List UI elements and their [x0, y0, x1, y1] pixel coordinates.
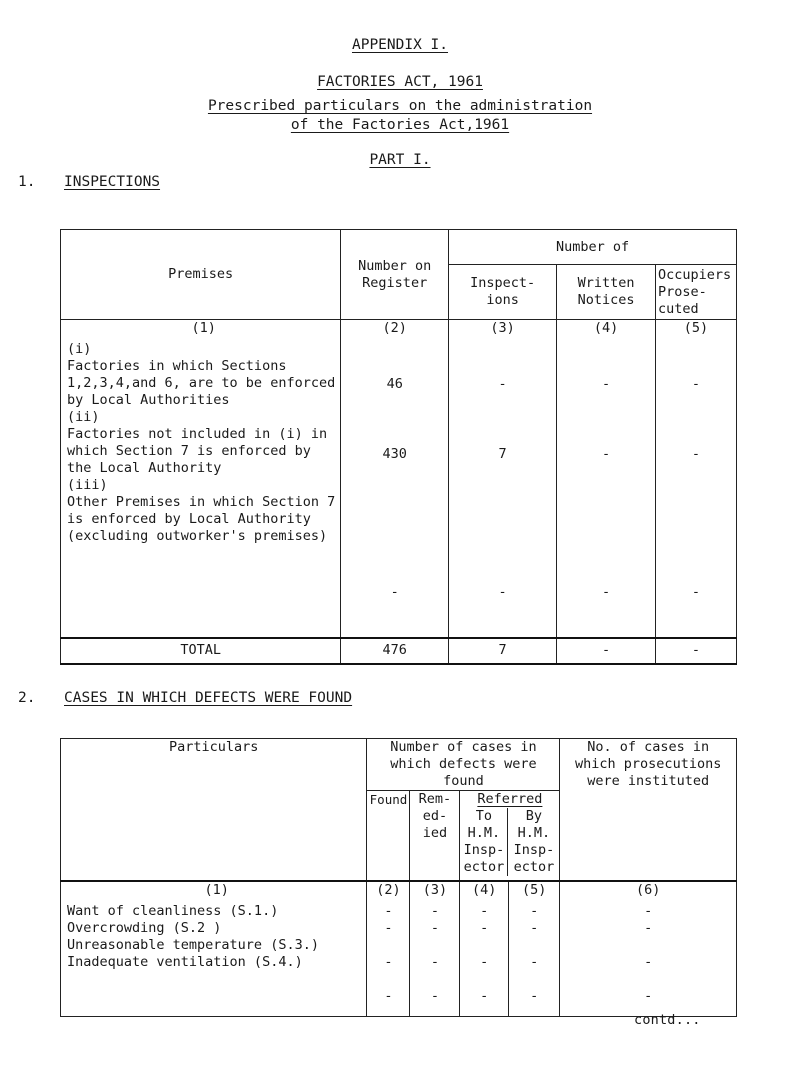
- notices-cell: [557, 320, 656, 638]
- to-hm-row-4: -: [480, 987, 489, 1004]
- found-header: Found: [367, 791, 410, 881]
- remedied-row-4: -: [430, 987, 439, 1004]
- found-cell: [367, 881, 410, 1017]
- total-row: [61, 638, 737, 664]
- col-num-6: (6): [636, 881, 661, 898]
- total-register: 476: [341, 638, 449, 664]
- subtitle-line-1: Prescribed particulars on the administration: [207, 98, 593, 114]
- prosecutions-row-2: -: [644, 919, 653, 936]
- found-row-1: -: [384, 902, 393, 919]
- total-inspections: 7: [449, 638, 557, 664]
- total-prosecuted: -: [655, 638, 736, 664]
- register-row-ii: 430: [382, 446, 407, 462]
- occupiers-prosecuted-header: Occupiers Prose- cuted: [655, 265, 736, 320]
- by-hm-inspector-header: By H.M. Insp- ector: [513, 808, 555, 875]
- notices-row-i: -: [601, 376, 611, 392]
- inspections-cell: [449, 320, 557, 638]
- appendix-heading: APPENDIX I.: [351, 37, 449, 53]
- to-hm-row-1: -: [480, 902, 489, 919]
- by-hm-row-3: -: [530, 953, 539, 970]
- col-num-2: (2): [376, 881, 401, 898]
- total-notices: -: [557, 638, 656, 664]
- notices-row-ii: -: [601, 446, 611, 462]
- prosecutions-header: No. of cases in which prosecutions were instituted: [560, 739, 737, 881]
- inspections-row-iii: -: [498, 584, 507, 600]
- premises-row-ii: (ii) Factories not included in (i) in which Section 7 is enforced by the Local Authority: [67, 409, 328, 476]
- prosecutions-row-1: -: [644, 902, 653, 919]
- prosecutions-cell: [560, 881, 737, 1017]
- col-num-5: (5): [521, 881, 547, 898]
- particulars-cell: [61, 881, 367, 1017]
- notices-row-iii: -: [601, 584, 611, 600]
- prosecuted-cell: [655, 320, 736, 638]
- remedied-row-1: -: [430, 902, 439, 919]
- remedied-header: Rem- ed- ied: [410, 791, 460, 881]
- written-notices-header: Written Notices: [557, 265, 656, 320]
- particulars-header: Particulars: [61, 739, 367, 881]
- particulars-row-3: Unreasonable temperature (S.3.): [67, 936, 319, 953]
- col-num-4: (4): [471, 881, 497, 898]
- found-row-2: -: [384, 919, 393, 936]
- col-num-5: (5): [683, 320, 709, 336]
- by-hm-row-4: -: [530, 987, 539, 1004]
- premises-row-i: (i) Factories in which Sections 1,2,3,4,and 6, are to be enforced by Local Authorities: [67, 341, 336, 408]
- prosecutions-row-4: -: [644, 987, 653, 1004]
- inspections-table: [60, 229, 737, 665]
- premises-cell: [61, 320, 341, 638]
- continued-note: contd...: [634, 1012, 701, 1028]
- inspections-header: Inspect- ions: [449, 265, 557, 320]
- to-hm-cell: [460, 881, 508, 1017]
- prosecuted-row-iii: -: [691, 584, 701, 600]
- defects-table: [60, 738, 737, 1017]
- referred-header: [460, 791, 560, 881]
- premises-header: Premises: [61, 230, 341, 320]
- act-heading: FACTORIES ACT, 1961: [317, 74, 483, 90]
- by-hm-row-2: -: [530, 919, 539, 936]
- section-2-number: 2.: [18, 690, 36, 706]
- to-hm-row-3: -: [480, 953, 489, 970]
- to-hm-row-2: -: [480, 919, 489, 936]
- found-row-3: -: [384, 953, 393, 970]
- subtitle-line-2: of the Factories Act,1961: [290, 117, 510, 133]
- number-of-cases-header: Number of cases in which defects were found: [367, 739, 560, 791]
- by-hm-row-1: -: [530, 902, 539, 919]
- inspections-row-i: -: [498, 376, 507, 392]
- prosecuted-row-i: -: [691, 376, 701, 392]
- col-num-3: (3): [422, 881, 448, 898]
- register-row-i: 46: [386, 376, 403, 392]
- register-cell: [341, 320, 449, 638]
- section-1-title: INSPECTIONS: [64, 174, 161, 190]
- particulars-row-1: Want of cleanliness (S.1.): [67, 902, 279, 919]
- section-2-title: CASES IN WHICH DEFECTS WERE FOUND: [64, 690, 353, 706]
- found-row-4: -: [384, 987, 393, 1004]
- particulars-row-4: Inadequate ventilation (S.4.): [67, 953, 303, 970]
- premises-row-iii: (iii) Other Premises in which Section 7 is enforced by Local Authority (excluding outworker's premises): [67, 477, 336, 544]
- col-num-1: (1): [191, 320, 216, 336]
- col-num-4: (4): [593, 320, 619, 336]
- register-header: Number on Register: [341, 230, 449, 320]
- col-num-3: (3): [490, 320, 515, 336]
- total-label: TOTAL: [61, 638, 341, 664]
- inspections-row-ii: 7: [498, 446, 507, 462]
- referred-label: Referred: [477, 791, 543, 807]
- col-num-1: (1): [204, 881, 229, 898]
- number-of-header: Number of: [449, 230, 737, 265]
- to-hm-inspector-header: To H.M. Insp- ector: [460, 808, 508, 876]
- prosecutions-row-3: -: [644, 953, 653, 970]
- particulars-row-2: Overcrowding (S.2 ): [67, 919, 222, 936]
- col-num-2: (2): [382, 320, 407, 336]
- part-heading: PART I.: [369, 152, 431, 168]
- remedied-row-3: -: [430, 953, 439, 970]
- section-1-number: 1.: [18, 174, 36, 190]
- remedied-row-2: -: [430, 919, 439, 936]
- prosecuted-row-ii: -: [691, 446, 701, 462]
- register-row-iii: -: [390, 584, 399, 600]
- remedied-cell: [410, 881, 460, 1017]
- by-hm-cell: [508, 881, 560, 1017]
